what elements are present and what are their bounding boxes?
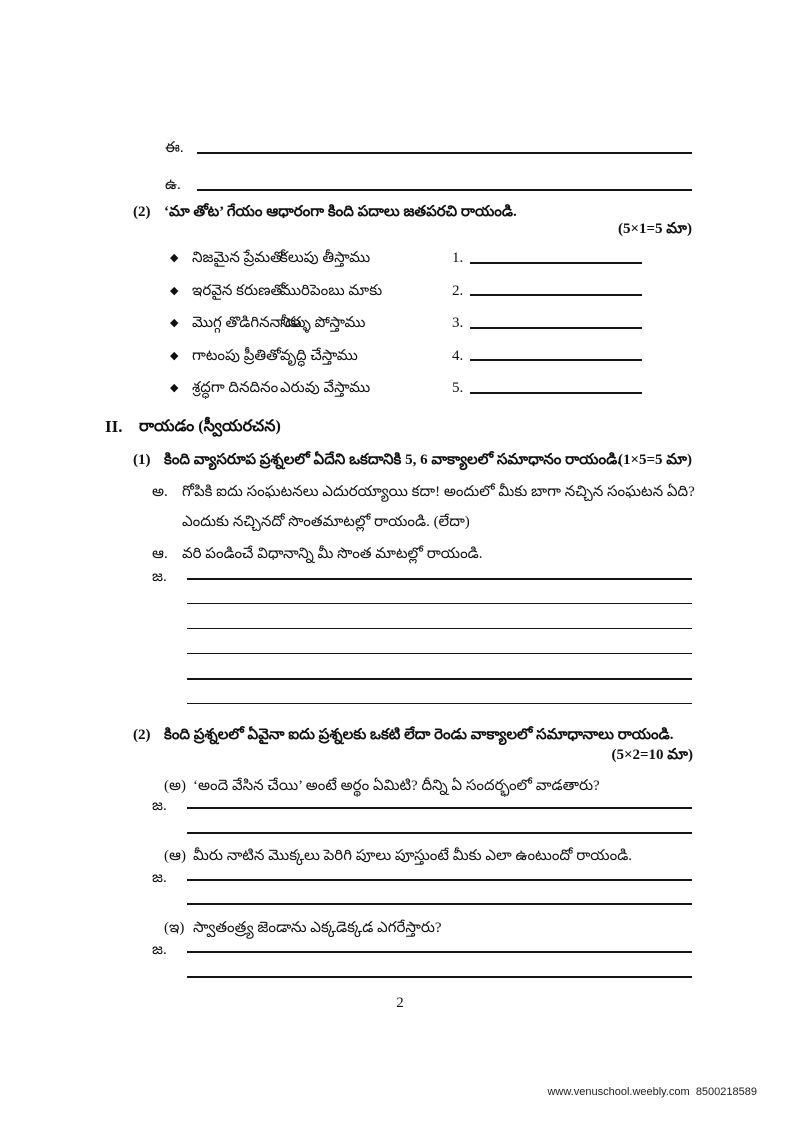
answer-blank-line <box>187 603 692 604</box>
subq-i-text: స్వాతంత్ర్య జెండాను ఎక్కడెక్కడ ఎగరేస్తారు? <box>193 920 442 936</box>
answer-blank-line <box>197 189 692 191</box>
diamond-bullet-icon: ◆ <box>170 382 179 394</box>
match-blank-line <box>470 262 642 264</box>
match-right-item: నీళ్ళు పోస్తాము <box>280 315 366 331</box>
page-number: 2 <box>396 995 404 1011</box>
q1-number: (1) <box>133 452 151 468</box>
diamond-bullet-icon: ◆ <box>170 317 179 329</box>
q2-marks: (5×2=10 మా) <box>611 747 693 763</box>
answer-label: జ. <box>152 798 167 814</box>
match-blank-line <box>470 294 642 296</box>
subq-b-label: (ఆ) <box>164 848 186 864</box>
match-number: 5. <box>452 380 464 396</box>
match-right-item: ఎరువు వేస్తాము <box>280 380 371 396</box>
answer-blank-line <box>187 879 692 881</box>
answer-label: జ. <box>152 942 167 958</box>
q1-heading: కింది వ్యాసరూప ప్రశ్నలలో ఏదేని ఒకదానికి 5, 6 వాక్యాలలో సమాధానం రాయండి. <box>164 452 621 468</box>
diamond-bullet-icon: ◆ <box>170 252 179 264</box>
match-left-item: ఇరవైన కరుణతో <box>192 283 286 299</box>
match-blank-line <box>470 359 642 361</box>
subq-i-label: (ఇ) <box>164 920 185 936</box>
match-left-item: శ్రద్ధగా దినదినం <box>192 380 279 396</box>
match-blank-line <box>470 392 642 394</box>
answer-blank-line <box>187 628 692 629</box>
answer-blank-line <box>187 807 692 809</box>
q1-marks: (1×5=5 మా) <box>617 452 692 468</box>
q2-heading: కింది ప్రశ్నలలో ఏవైనా ఐదు ప్రశ్నలకు ఒకటి లేదా రెండు వాక్యాలలో సమాధానాలు రాయండి. <box>164 727 674 743</box>
matching-question-heading: ‘మా తోట’ గేయం ఆధారంగా కింది పదాలు జతపరచి రాయండి. <box>164 204 517 220</box>
matching-marks: (5×1=5 మా) <box>617 221 692 237</box>
match-right-item: వృద్ధి చేస్తాము <box>280 348 358 364</box>
answer-blank-line <box>187 832 692 834</box>
footer-watermark: www.venuschool.weebly.com 8500218589 <box>547 1086 757 1098</box>
matching-question-number: (2) <box>133 204 151 220</box>
match-number: 1. <box>452 250 464 266</box>
subq-a-label: (అ) <box>164 778 186 794</box>
option-b-text: వరి పండించే విధానాన్ని మీ సొంత మాటల్లో రాయండి. <box>182 546 483 562</box>
match-number: 2. <box>452 283 464 299</box>
match-left-item: గాటంపు ప్రీతితో <box>192 348 281 364</box>
answer-blank-line <box>187 903 692 905</box>
match-left-item: మొగ్గ తొడిగిననాడు <box>192 315 302 331</box>
diamond-bullet-icon: ◆ <box>170 285 179 297</box>
prelude-label-uu: ఉ. <box>165 177 181 193</box>
answer-blank-line <box>197 152 692 154</box>
match-number: 4. <box>452 348 464 364</box>
answer-blank-line <box>187 976 692 978</box>
option-a-text-line1: గోపికి ఐదు సంఘటనలు ఎదురయ్యాయి కదా! అందులో మీకు బాగా నచ్చిన సంఘటన ఏది? <box>182 484 695 500</box>
match-left-item: నిజమైన ప్రేమతో <box>192 250 285 266</box>
match-right-item: కలుపు తీస్తాము <box>280 250 371 266</box>
answer-blank-line <box>187 951 692 953</box>
subq-a-text: ‘అందె వేసిన చేయి’ అంటే అర్థం ఏమిటి? దీన్ని ఏ సందర్భంలో వాడతారు? <box>193 778 600 794</box>
section-number: II. <box>105 417 123 436</box>
option-a-text-line2: ఎందుకు నచ్చినదో సొంతమాటల్లో రాయండి. (లేదా) <box>182 514 470 530</box>
section-title: రాయడం (స్వీయరచన) <box>139 418 281 435</box>
match-right-item: మురిపెంబు మాకు <box>280 283 383 299</box>
prelude-label-ee: ఈ. <box>165 140 184 156</box>
answer-blank-line <box>187 678 692 680</box>
match-blank-line <box>470 327 642 329</box>
answer-label: జ. <box>152 569 167 585</box>
diamond-bullet-icon: ◆ <box>170 350 179 362</box>
answer-blank-line <box>187 703 692 704</box>
answer-blank-line <box>187 578 692 580</box>
answer-label: జ. <box>152 870 167 886</box>
q2-number: (2) <box>133 727 151 743</box>
option-b-label: ఆ. <box>152 546 168 562</box>
answer-blank-line <box>187 653 692 654</box>
subq-b-text: మీరు నాటిన మొక్కలు పెరిగి పూలు పూస్తుంటే మీకు ఎలా ఉంటుందో రాయండి. <box>193 848 633 864</box>
option-a-label: అ. <box>152 484 168 500</box>
match-number: 3. <box>452 315 464 331</box>
